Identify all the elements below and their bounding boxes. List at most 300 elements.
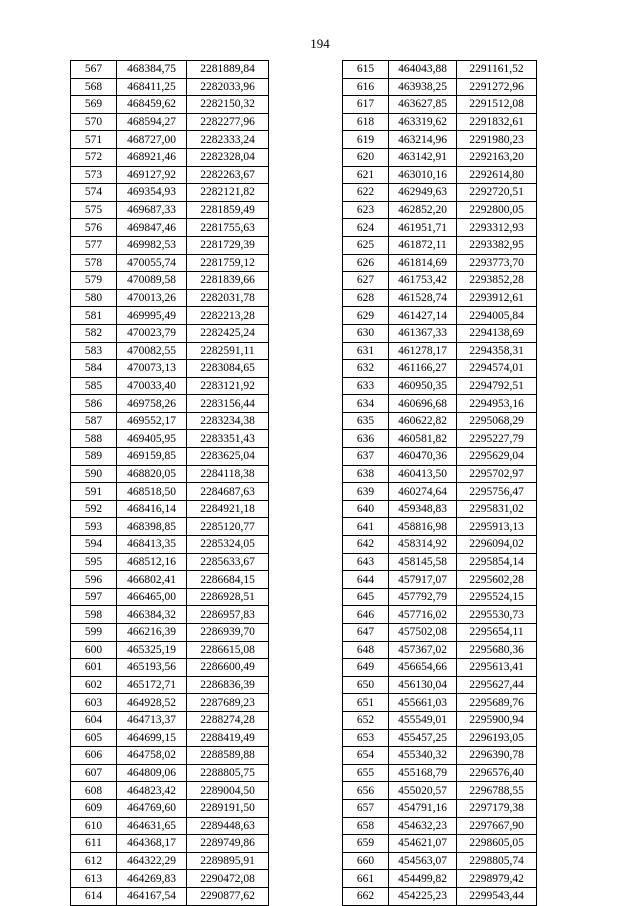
point-number-cell: 655 [343,764,389,782]
point-number-cell: 621 [343,166,389,184]
y-coordinate-cell: 2295913,13 [457,518,537,536]
x-coordinate-cell: 468398,85 [117,518,187,536]
y-coordinate-cell: 2289749,86 [187,835,269,853]
x-coordinate-cell: 470055,74 [117,254,187,272]
point-number-cell: 586 [71,395,117,413]
point-number-cell: 660 [343,852,389,870]
point-number-cell: 604 [71,711,117,729]
x-coordinate-cell: 465325,19 [117,641,187,659]
point-number-cell: 659 [343,835,389,853]
y-coordinate-cell: 2293312,93 [457,219,537,237]
y-coordinate-cell: 2288589,88 [187,747,269,765]
x-coordinate-cell: 468413,35 [117,536,187,554]
point-number-cell: 617 [343,96,389,114]
table-row [71,500,269,518]
point-number-cell: 598 [71,606,117,624]
table-row [343,553,537,571]
x-coordinate-cell: 470023,79 [117,324,187,342]
y-coordinate-cell: 2295756,47 [457,483,537,501]
y-coordinate-cell: 2291980,23 [457,131,537,149]
table-row [71,852,269,870]
y-coordinate-cell: 2289448,63 [187,817,269,835]
y-coordinate-cell: 2292800,05 [457,201,537,219]
x-coordinate-cell: 461753,42 [389,272,457,290]
x-coordinate-cell: 468512,16 [117,553,187,571]
table-row [71,78,269,96]
table-row [343,799,537,817]
x-coordinate-cell: 461528,74 [389,289,457,307]
table-row [71,641,269,659]
table-row [343,184,537,202]
x-coordinate-cell: 469995,49 [117,307,187,325]
y-coordinate-cell: 2289191,50 [187,799,269,817]
table-row [71,571,269,589]
x-coordinate-cell: 457716,02 [389,606,457,624]
point-number-cell: 606 [71,747,117,765]
x-coordinate-cell: 454225,23 [389,887,457,905]
table-row [343,289,537,307]
y-coordinate-cell: 2295524,15 [457,588,537,606]
x-coordinate-cell: 461872,11 [389,236,457,254]
x-coordinate-cell: 469687,33 [117,201,187,219]
y-coordinate-cell: 2282425,24 [187,324,269,342]
table-row [343,78,537,96]
x-coordinate-cell: 455661,03 [389,694,457,712]
x-coordinate-cell: 464713,37 [117,711,187,729]
point-number-cell: 646 [343,606,389,624]
x-coordinate-cell: 457502,08 [389,624,457,642]
x-coordinate-cell: 461951,71 [389,219,457,237]
table-row [71,764,269,782]
x-coordinate-cell: 468727,00 [117,131,187,149]
table-row [343,131,537,149]
point-number-cell: 581 [71,307,117,325]
x-coordinate-cell: 461427,14 [389,307,457,325]
x-coordinate-cell: 458816,98 [389,518,457,536]
point-number-cell: 656 [343,782,389,800]
x-coordinate-cell: 464699,15 [117,729,187,747]
y-coordinate-cell: 2286836,39 [187,676,269,694]
x-coordinate-cell: 464043,88 [389,61,457,79]
point-number-cell: 605 [71,729,117,747]
point-number-cell: 637 [343,448,389,466]
x-coordinate-cell: 460581,82 [389,430,457,448]
x-coordinate-cell: 470073,13 [117,360,187,378]
y-coordinate-cell: 2295854,14 [457,553,537,571]
table-row [343,412,537,430]
table-row [343,588,537,606]
point-number-cell: 609 [71,799,117,817]
x-coordinate-cell: 463938,25 [389,78,457,96]
x-coordinate-cell: 463010,16 [389,166,457,184]
point-number-cell: 579 [71,272,117,290]
x-coordinate-cell: 468411,25 [117,78,187,96]
table-row [343,782,537,800]
y-coordinate-cell: 2288419,49 [187,729,269,747]
x-coordinate-cell: 464809,06 [117,764,187,782]
point-number-cell: 628 [343,289,389,307]
x-coordinate-cell: 461166,27 [389,360,457,378]
y-coordinate-cell: 2283234,38 [187,412,269,430]
x-coordinate-cell: 466802,41 [117,571,187,589]
table-row [71,782,269,800]
y-coordinate-cell: 2295613,41 [457,659,537,677]
table-row [71,606,269,624]
x-coordinate-cell: 469159,85 [117,448,187,466]
table-row [71,835,269,853]
y-coordinate-cell: 2281729,39 [187,236,269,254]
y-coordinate-cell: 2291832,61 [457,113,537,131]
point-number-cell: 654 [343,747,389,765]
x-coordinate-cell: 469982,53 [117,236,187,254]
x-coordinate-cell: 454563,07 [389,852,457,870]
point-number-cell: 635 [343,412,389,430]
table-row [71,465,269,483]
table-row [343,835,537,853]
y-coordinate-cell: 2283084,65 [187,360,269,378]
y-coordinate-cell: 2298979,42 [457,870,537,888]
y-coordinate-cell: 2295831,02 [457,500,537,518]
table-row [343,500,537,518]
point-number-cell: 636 [343,430,389,448]
x-coordinate-cell: 464823,42 [117,782,187,800]
table-row [71,61,269,79]
y-coordinate-cell: 2295602,28 [457,571,537,589]
point-number-cell: 612 [71,852,117,870]
y-coordinate-cell: 2292163,20 [457,148,537,166]
point-number-cell: 574 [71,184,117,202]
x-coordinate-cell: 455340,32 [389,747,457,765]
table-row [343,870,537,888]
table-row [343,518,537,536]
y-coordinate-cell: 2295530,73 [457,606,537,624]
y-coordinate-cell: 2281889,84 [187,61,269,79]
table-row [71,272,269,290]
y-coordinate-cell: 2297667,90 [457,817,537,835]
y-coordinate-cell: 2288274,28 [187,711,269,729]
point-number-cell: 662 [343,887,389,905]
y-coordinate-cell: 2298805,74 [457,852,537,870]
x-coordinate-cell: 454499,82 [389,870,457,888]
y-coordinate-cell: 2297179,38 [457,799,537,817]
y-coordinate-cell: 2295689,76 [457,694,537,712]
y-coordinate-cell: 2296390,78 [457,747,537,765]
x-coordinate-cell: 470033,40 [117,377,187,395]
x-coordinate-cell: 463319,62 [389,113,457,131]
x-coordinate-cell: 456654,66 [389,659,457,677]
point-number-cell: 649 [343,659,389,677]
point-number-cell: 625 [343,236,389,254]
x-coordinate-cell: 464368,17 [117,835,187,853]
table-row [71,536,269,554]
point-number-cell: 584 [71,360,117,378]
table-row [71,342,269,360]
y-coordinate-cell: 2295654,11 [457,624,537,642]
table-row [343,254,537,272]
y-coordinate-cell: 2294953,16 [457,395,537,413]
point-number-cell: 643 [343,553,389,571]
point-number-cell: 623 [343,201,389,219]
table-row [343,61,537,79]
y-coordinate-cell: 2286939,70 [187,624,269,642]
point-number-cell: 652 [343,711,389,729]
x-coordinate-cell: 455457,25 [389,729,457,747]
x-coordinate-cell: 459348,83 [389,500,457,518]
point-number-cell: 608 [71,782,117,800]
table-row [343,641,537,659]
y-coordinate-cell: 2294792,51 [457,377,537,395]
y-coordinate-cell: 2295068,29 [457,412,537,430]
y-coordinate-cell: 2285120,77 [187,518,269,536]
x-coordinate-cell: 464758,02 [117,747,187,765]
point-number-cell: 600 [71,641,117,659]
y-coordinate-cell: 2283156,44 [187,395,269,413]
point-number-cell: 661 [343,870,389,888]
x-coordinate-cell: 460470,36 [389,448,457,466]
point-number-cell: 622 [343,184,389,202]
point-number-cell: 657 [343,799,389,817]
table-row [71,166,269,184]
table-row [71,148,269,166]
y-coordinate-cell: 2285633,67 [187,553,269,571]
table-row [343,747,537,765]
table-row [343,448,537,466]
y-coordinate-cell: 2282121,82 [187,184,269,202]
x-coordinate-cell: 468921,46 [117,148,187,166]
x-coordinate-cell: 455020,57 [389,782,457,800]
x-coordinate-cell: 462949,63 [389,184,457,202]
point-number-cell: 642 [343,536,389,554]
x-coordinate-cell: 464928,52 [117,694,187,712]
point-number-cell: 590 [71,465,117,483]
x-coordinate-cell: 454632,23 [389,817,457,835]
x-coordinate-cell: 462852,20 [389,201,457,219]
x-coordinate-cell: 457917,07 [389,571,457,589]
x-coordinate-cell: 464769,60 [117,799,187,817]
point-number-cell: 651 [343,694,389,712]
point-number-cell: 578 [71,254,117,272]
table-row [71,483,269,501]
point-number-cell: 648 [343,641,389,659]
coordinates-table-right [342,60,537,906]
table-row [71,553,269,571]
point-number-cell: 575 [71,201,117,219]
table-row [71,236,269,254]
y-coordinate-cell: 2282591,11 [187,342,269,360]
point-number-cell: 602 [71,676,117,694]
point-number-cell: 630 [343,324,389,342]
x-coordinate-cell: 461367,33 [389,324,457,342]
table-row [343,113,537,131]
point-number-cell: 633 [343,377,389,395]
table-row [343,659,537,677]
table-row [71,518,269,536]
table-row [71,747,269,765]
y-coordinate-cell: 2281759,12 [187,254,269,272]
table-row [71,870,269,888]
x-coordinate-cell: 466216,39 [117,624,187,642]
table-row [71,201,269,219]
y-coordinate-cell: 2291272,96 [457,78,537,96]
point-number-cell: 638 [343,465,389,483]
table-row [71,219,269,237]
x-coordinate-cell: 469405,95 [117,430,187,448]
x-coordinate-cell: 469758,26 [117,395,187,413]
y-coordinate-cell: 2296576,40 [457,764,537,782]
y-coordinate-cell: 2288805,75 [187,764,269,782]
table-row [343,624,537,642]
table-row [71,289,269,307]
point-number-cell: 634 [343,395,389,413]
table-row [71,676,269,694]
y-coordinate-cell: 2296094,02 [457,536,537,554]
table-row [71,448,269,466]
point-number-cell: 611 [71,835,117,853]
table-row [71,817,269,835]
point-number-cell: 607 [71,764,117,782]
table-row [71,588,269,606]
point-number-cell: 614 [71,887,117,905]
y-coordinate-cell: 2282150,32 [187,96,269,114]
point-number-cell: 603 [71,694,117,712]
x-coordinate-cell: 454791,16 [389,799,457,817]
x-coordinate-cell: 461814,69 [389,254,457,272]
x-coordinate-cell: 469847,46 [117,219,187,237]
y-coordinate-cell: 2292720,51 [457,184,537,202]
y-coordinate-cell: 2282333,24 [187,131,269,149]
y-coordinate-cell: 2286957,83 [187,606,269,624]
point-number-cell: 645 [343,588,389,606]
table-row [343,729,537,747]
table-row [343,711,537,729]
point-number-cell: 568 [71,78,117,96]
point-number-cell: 620 [343,148,389,166]
y-coordinate-cell: 2290472,08 [187,870,269,888]
y-coordinate-cell: 2299543,44 [457,887,537,905]
x-coordinate-cell: 470089,58 [117,272,187,290]
y-coordinate-cell: 2282033,96 [187,78,269,96]
point-number-cell: 593 [71,518,117,536]
table-row [71,307,269,325]
x-coordinate-cell: 457792,79 [389,588,457,606]
table-row [343,817,537,835]
point-number-cell: 626 [343,254,389,272]
table-row [343,395,537,413]
y-coordinate-cell: 2286600,49 [187,659,269,677]
point-number-cell: 631 [343,342,389,360]
y-coordinate-cell: 2291161,52 [457,61,537,79]
y-coordinate-cell: 2289895,91 [187,852,269,870]
x-coordinate-cell: 463627,85 [389,96,457,114]
y-coordinate-cell: 2282031,78 [187,289,269,307]
x-coordinate-cell: 460274,64 [389,483,457,501]
table-row [343,764,537,782]
point-number-cell: 619 [343,131,389,149]
table-row [343,324,537,342]
point-number-cell: 576 [71,219,117,237]
point-number-cell: 629 [343,307,389,325]
point-number-cell: 640 [343,500,389,518]
y-coordinate-cell: 2293852,28 [457,272,537,290]
point-number-cell: 594 [71,536,117,554]
point-number-cell: 601 [71,659,117,677]
table-row [71,184,269,202]
table-row [71,96,269,114]
x-coordinate-cell: 460696,68 [389,395,457,413]
x-coordinate-cell: 469127,92 [117,166,187,184]
table-row [71,131,269,149]
table-row [71,711,269,729]
y-coordinate-cell: 2286615,08 [187,641,269,659]
y-coordinate-cell: 2294358,31 [457,342,537,360]
table-row [343,465,537,483]
point-number-cell: 632 [343,360,389,378]
point-number-cell: 580 [71,289,117,307]
point-number-cell: 582 [71,324,117,342]
x-coordinate-cell: 466384,32 [117,606,187,624]
point-number-cell: 583 [71,342,117,360]
table-row [343,96,537,114]
x-coordinate-cell: 464269,83 [117,870,187,888]
x-coordinate-cell: 464322,29 [117,852,187,870]
table-row [343,606,537,624]
table-row [343,430,537,448]
point-number-cell: 597 [71,588,117,606]
point-number-cell: 616 [343,78,389,96]
y-coordinate-cell: 2295227,79 [457,430,537,448]
y-coordinate-cell: 2285324,05 [187,536,269,554]
x-coordinate-cell: 468518,50 [117,483,187,501]
x-coordinate-cell: 455168,79 [389,764,457,782]
x-coordinate-cell: 468594,27 [117,113,187,131]
y-coordinate-cell: 2281839,66 [187,272,269,290]
x-coordinate-cell: 460950,35 [389,377,457,395]
point-number-cell: 585 [71,377,117,395]
y-coordinate-cell: 2290877,62 [187,887,269,905]
table-row [71,360,269,378]
y-coordinate-cell: 2292614,80 [457,166,537,184]
y-coordinate-cell: 2282213,28 [187,307,269,325]
x-coordinate-cell: 468459,62 [117,96,187,114]
y-coordinate-cell: 2295900,94 [457,711,537,729]
y-coordinate-cell: 2295680,36 [457,641,537,659]
table-row [343,342,537,360]
y-coordinate-cell: 2281755,63 [187,219,269,237]
table-row [71,887,269,905]
point-number-cell: 567 [71,61,117,79]
point-number-cell: 647 [343,624,389,642]
y-coordinate-cell: 2296193,05 [457,729,537,747]
x-coordinate-cell: 457367,02 [389,641,457,659]
x-coordinate-cell: 470082,55 [117,342,187,360]
y-coordinate-cell: 2283625,04 [187,448,269,466]
x-coordinate-cell: 454621,07 [389,835,457,853]
x-coordinate-cell: 469552,17 [117,412,187,430]
y-coordinate-cell: 2294574,01 [457,360,537,378]
y-coordinate-cell: 2293912,61 [457,289,537,307]
x-coordinate-cell: 470013,26 [117,289,187,307]
table-row [343,148,537,166]
point-number-cell: 627 [343,272,389,290]
x-coordinate-cell: 458145,58 [389,553,457,571]
table-row [343,307,537,325]
table-row [71,113,269,131]
table-row [343,852,537,870]
y-coordinate-cell: 2284687,63 [187,483,269,501]
x-coordinate-cell: 456130,04 [389,676,457,694]
point-number-cell: 610 [71,817,117,835]
y-coordinate-cell: 2298605,05 [457,835,537,853]
